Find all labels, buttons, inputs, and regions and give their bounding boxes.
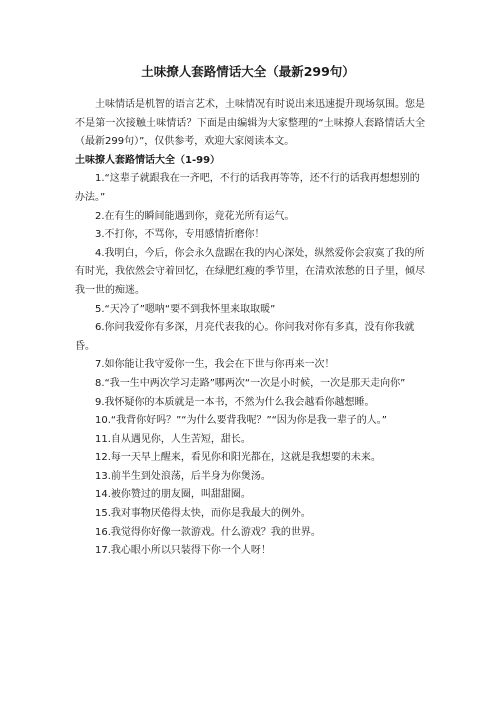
list-item: 12.每一天早上醒来，看见你和阳光都在，这就是我想要的未来。 xyxy=(95,452,381,464)
list-item: 2.在有生的瞬间能遇到你，竟花光所有运气。 xyxy=(95,210,295,222)
list-item: 4.我明白，今后，你会永久盘踞在我的内心深处，纵然爱你会寂寞了我的所有时光，我依然会守着回忆，在绿肥红瘦的季节里，在清欢浓愁的日子里，倾尽我一世的痴迷。 xyxy=(75,247,425,296)
list-item: 14.被你赞过的朋友圈，叫甜甜圈。 xyxy=(95,489,251,501)
list-item: 13.前半生到处浪荡，后半身为你煲汤。 xyxy=(95,470,271,482)
list-item: 5.“天冷了”嗯呐“要不到我怀里来取取暖” xyxy=(95,303,276,315)
list-item: 9.我怀疑你的本质就是一本书，不然为什么我会越看你越想睡。 xyxy=(95,396,375,408)
document-title: 土味撩人套路情话大全（最新299句） xyxy=(141,64,355,79)
list-item: 7.如你能让我守爱你一生，我会在下世与你再来一次！ xyxy=(95,359,335,371)
list-item: 15.我对事物厌倦得太快，而你是我最大的例外。 xyxy=(95,508,311,520)
document-body xyxy=(75,96,425,561)
list-item: 8.“我一生中两次学习走路”哪两次“一次是小时候，一次是那天走向你” xyxy=(95,377,406,389)
list-item: 17.我心眼小所以只装得下你一个人呀！ xyxy=(95,545,271,557)
list-item: 6.你问我爱你有多深，月亮代表我的心。你问我对你有多真，没有你我就昏。 xyxy=(75,322,415,352)
list-item: 11.自从遇见你，人生苦短，甜长。 xyxy=(95,433,251,445)
section-heading: 土味撩人套路情话大全（1-99） xyxy=(75,154,221,166)
intro-paragraph: 土味情话是机智的语言艺术，土味情况有时说出来迅速提升现场氛围。您是不是第一次接触土味情话？下面是由编辑为大家整理的“土味撩人套路情话大全（最新299句）”，仅供参考，欢迎大家阅读本文。 xyxy=(75,99,425,148)
list-item: 10.“我背你好吗？”“为什么要背我呢？”“因为你是我一辈子的人。” xyxy=(95,415,387,427)
list-item: 1.“这辈子就跟我在一齐吧，不行的话我再等等，还不行的话我再想想别的办法。” xyxy=(75,173,420,203)
list-item: 3.不打你，不骂你，专用感情折磨你！ xyxy=(95,229,265,241)
list-item: 16.我觉得你好像一款游戏。什么游戏？我的世界。 xyxy=(95,526,321,538)
